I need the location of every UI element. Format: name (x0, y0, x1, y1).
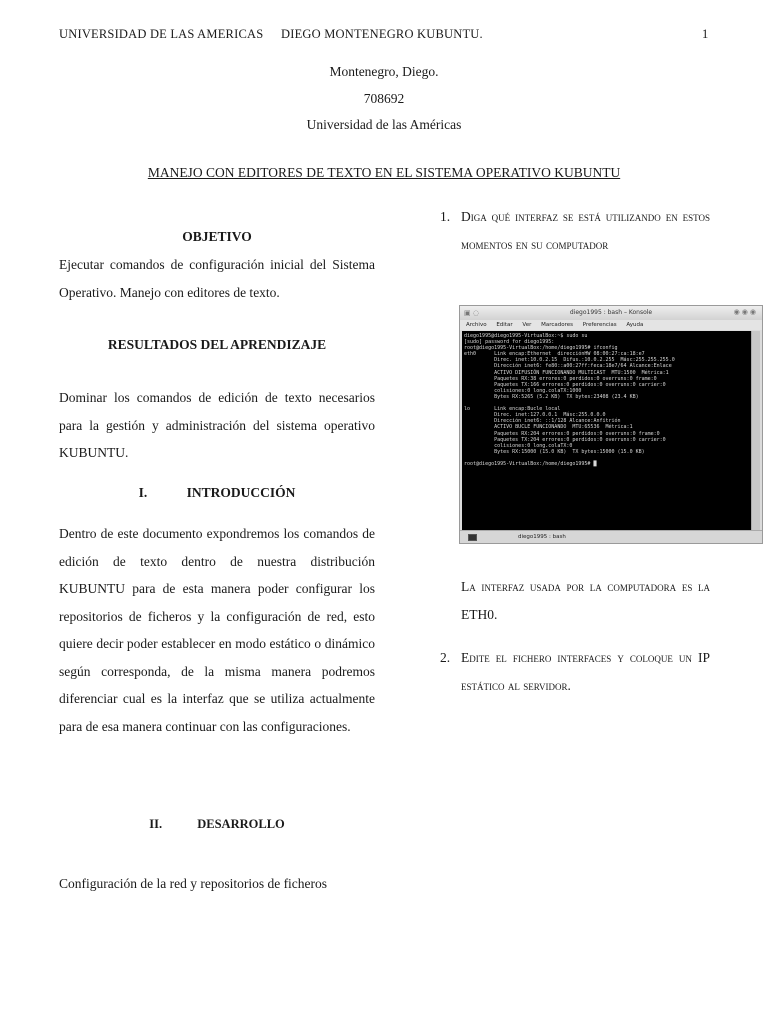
window-menu-icon: ▣ ◌ (464, 309, 479, 317)
terminal-line: eth0 Link encap:Ethernet direcciónHW 08:00:27:ca:18:e7 (464, 351, 645, 358)
header-author-topic: DIEGO MONTENEGRO KUBUNTU. (281, 27, 483, 41)
terminal-line: ACTIVO BUCLE FUNCIONANDO MTU:65536 Métrica:1 (464, 424, 633, 431)
list-item-1-number: 1. (440, 209, 451, 224)
terminal-window-title: diego1995 : bash – Konsole (569, 309, 653, 316)
objetivo-text: Ejecutar comandos de configuración inicial del Sistema Operativo. Manejo con editores de texto. (59, 257, 375, 300)
terminal-line: diego1995@diego1995-VirtualBox:~$ sudo su (464, 333, 588, 339)
terminal-line: Direc. inet:10.0.2.15 Difus.:10.0.2.255 Másc:255.255.255.0 (464, 357, 675, 364)
terminal-line: [sudo] password for diego1995: (464, 339, 555, 346)
menu-preferencias[interactable]: Preferencias (582, 322, 617, 328)
menu-ayuda[interactable]: Ayuda (626, 322, 644, 328)
terminal-line: ACTIVO DIFUSIÓN FUNCIONANDO MULTICAST MTU:1500 Métrica:1 (464, 369, 669, 376)
desarrollo-title: DESARROLLO (197, 817, 285, 831)
terminal-scrollbar[interactable] (751, 331, 760, 531)
introduccion-text: Dentro de este documento expondremos los comandos de edición de texto dentro de nuestra distribución KUBUNTU para de esta manera poder configurar los repositorios de ficheros y la configuración de red, esto quiere decir poder establecer en modo estático o dinámico según corresponda, de la misma manera podremos diferenciar cual es la interfaz que se utiliza actualmente para de esa manera continuar con las configuraciones. (59, 526, 375, 734)
document-title-text: MANEJO CON EDITORES DE TEXTO EN EL SISTEMA OPERATIVO KUBUNTU (147, 165, 621, 180)
list-item-1 (440, 203, 710, 259)
configuracion-text: Configuración de la red y repositorios de ficheros (59, 876, 328, 891)
terminal-screenshot (459, 305, 763, 544)
desarrollo-heading (59, 817, 375, 832)
terminal-line: Paquetes RX:38 errores:0 perdidos:0 overruns:0 frame:0 (464, 375, 657, 382)
answer-1-text: La interfaz usada por la computadora es la ETH0. (461, 579, 710, 622)
terminal-line: Paquetes RX:204 errores:0 perdidos:0 overruns:0 frame:0 (464, 430, 660, 437)
terminal-line: colisiones:0 long.colaTX:1000 (464, 387, 582, 394)
desarrollo-number: II. (149, 817, 163, 831)
terminal-line: root@diego1995-VirtualBox:/home/diego1995# █ (464, 460, 597, 467)
page-number: 1 (702, 27, 709, 41)
terminal-line: colisiones:0 long.colaTX:0 (464, 442, 573, 449)
terminal-titlebar (460, 306, 762, 320)
window-controls-icon: ◉◉◉ (733, 308, 758, 316)
terminal-line: Paquetes TX:166 errores:0 perdidos:0 overruns:0 carrier:0 (464, 381, 666, 388)
terminal-line: Bytes RX:5265 (5.2 KB) TX bytes:23408 (23.4 KB) (464, 393, 639, 400)
author-name: Montenegro, Diego. (329, 64, 439, 79)
menu-editar[interactable]: Editar (496, 322, 513, 328)
terminal-tab-icon (468, 534, 477, 541)
resultados-heading: RESULTADOS DEL APRENDIZAJE (107, 337, 327, 352)
terminal-line: Bytes RX:15000 (15.0 KB) TX bytes:15000 (15.0 KB) (464, 448, 645, 455)
terminal-line: Dirección inet6: ::1/128 Alcance:Anfitrión (464, 418, 621, 425)
terminal-menubar (460, 320, 762, 330)
list-item-2 (440, 644, 710, 700)
resultados-text: Dominar los comandos de edición de texto necesarios para la gestión y administración del sistema operativo KUBUNTU. (59, 390, 375, 460)
terminal-tab[interactable]: diego1995 : bash (518, 534, 566, 540)
terminal-line: lo Link encap:Bucle local (464, 406, 561, 413)
document-title (0, 165, 768, 181)
objetivo-heading: OBJETIVO (182, 229, 252, 244)
menu-marcadores[interactable]: Marcadores (541, 322, 573, 328)
introduccion-title: INTRODUCCIÓN (186, 485, 296, 500)
list-item-2-number: 2. (440, 650, 451, 665)
author-id: 708692 (363, 91, 405, 106)
header-institution: UNIVERSIDAD DE LAS AMERICAS (59, 27, 264, 41)
terminal-line: Direc. inet:127.0.0.1 Másc:255.0.0.0 (464, 412, 606, 419)
list-item-1-text: Diga qué interfaz se está utilizando en estos momentos en su computador (461, 209, 710, 252)
terminal-line: Paquetes TX:204 errores:0 perdidos:0 overruns:0 carrier:0 (464, 436, 666, 443)
author-university: Universidad de las Américas (306, 117, 462, 132)
introduccion-heading (59, 485, 375, 501)
menu-ver[interactable]: Ver (522, 322, 532, 328)
terminal-output (462, 331, 752, 531)
introduccion-number: I. (138, 485, 148, 500)
list-item-2-text: Edite el fichero interfaces y coloque un IP estático al servidor. (461, 650, 710, 693)
terminal-line: Dirección inet6: fe80::a00:27ff:feca:18e7/64 Alcance:Enlace (464, 363, 672, 370)
terminal-tabbar (460, 530, 762, 543)
menu-archivo[interactable]: Archivo (466, 322, 487, 328)
terminal-line: root@diego1995-VirtualBox:/home/diego1995# ifconfig (464, 345, 618, 352)
